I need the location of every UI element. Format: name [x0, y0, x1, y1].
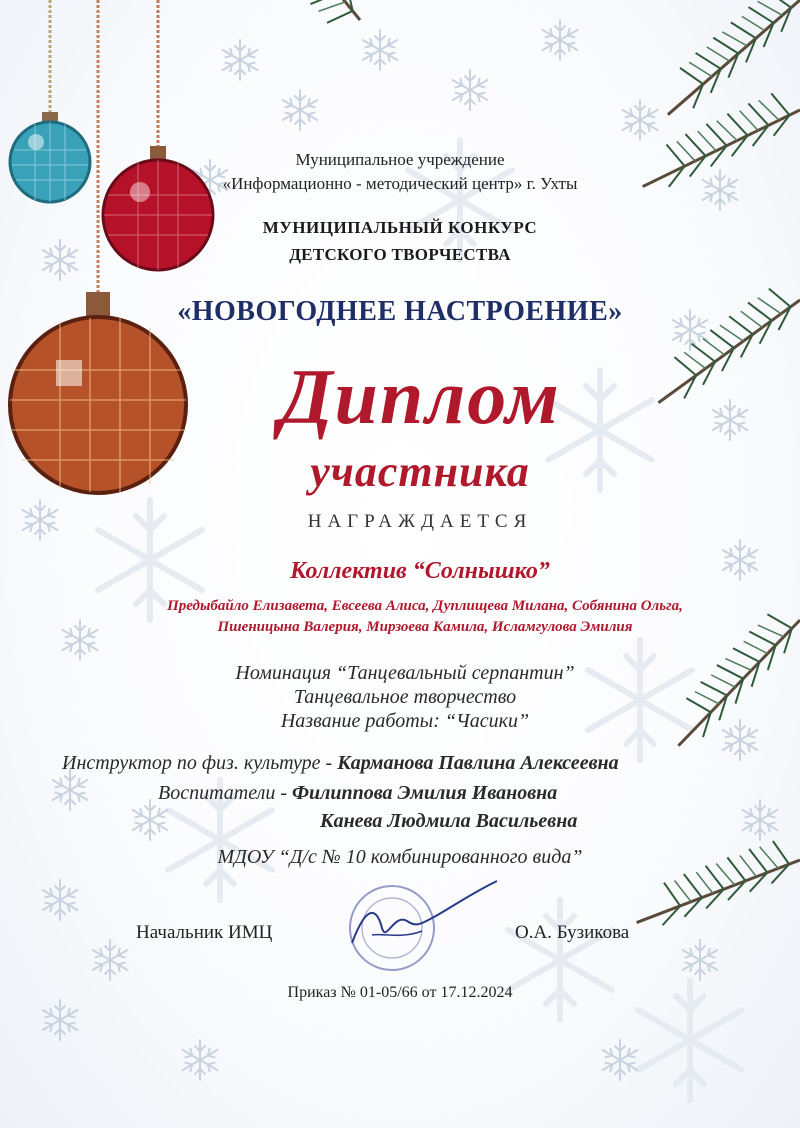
- order-number: Приказ № 01-05/66 от 17.12.2024: [287, 984, 513, 1001]
- members-line-2: Пшеницына Валерия, Мирзоева Камила, Исламгулова Эмилия: [217, 619, 633, 635]
- teachers-label: Воспитатели -: [158, 782, 292, 804]
- contest-name: «НОВОГОДНЕЕ НАСТРОЕНИЕ»: [177, 296, 623, 327]
- teacher-1: Филиппова Эмилия Ивановна: [291, 782, 558, 804]
- awarded-label: НАГРАЖДАЕТСЯ: [307, 511, 533, 532]
- diploma-subtitle: участника: [310, 447, 530, 496]
- teacher-2: Канева Людмила Васильевна: [320, 810, 578, 832]
- instructor-label: Инструктор по физ. культуре -: [62, 752, 338, 774]
- signatory-name: О.А. Бузикова: [515, 922, 630, 943]
- instructor-line: [62, 752, 619, 775]
- institution: МДОУ “Д/с № 10 комбинированного вида”: [217, 846, 583, 868]
- stamp-and-signature: [312, 873, 512, 973]
- org-line-2: «Информационно - методический центр» г. Ухты: [222, 174, 578, 193]
- org-line-1: Муниципальное учреждение: [295, 150, 505, 169]
- category: Танцевальное творчество: [293, 686, 517, 708]
- signatory-role: Начальник ИМЦ: [136, 922, 273, 943]
- team-name: Коллектив “Солнышко”: [290, 558, 550, 584]
- instructor-name: Карманова Павлина Алексеевна: [337, 752, 619, 774]
- contest-line-2: ДЕТСКОГО ТВОРЧЕСТВА: [289, 245, 511, 264]
- teachers-line: [158, 782, 557, 805]
- nomination: Номинация “Танцевальный серпантин”: [235, 662, 575, 684]
- contest-line-1: МУНИЦИПАЛЬНЫЙ КОНКУРС: [262, 218, 538, 237]
- diploma-title: Диплом: [279, 353, 561, 440]
- members-line-1: Предыбайло Елизавета, Евсеева Алиса, Дуплищева Милана, Собянина Ольга,: [167, 598, 683, 614]
- work-title: Название работы: “Часики”: [280, 710, 530, 732]
